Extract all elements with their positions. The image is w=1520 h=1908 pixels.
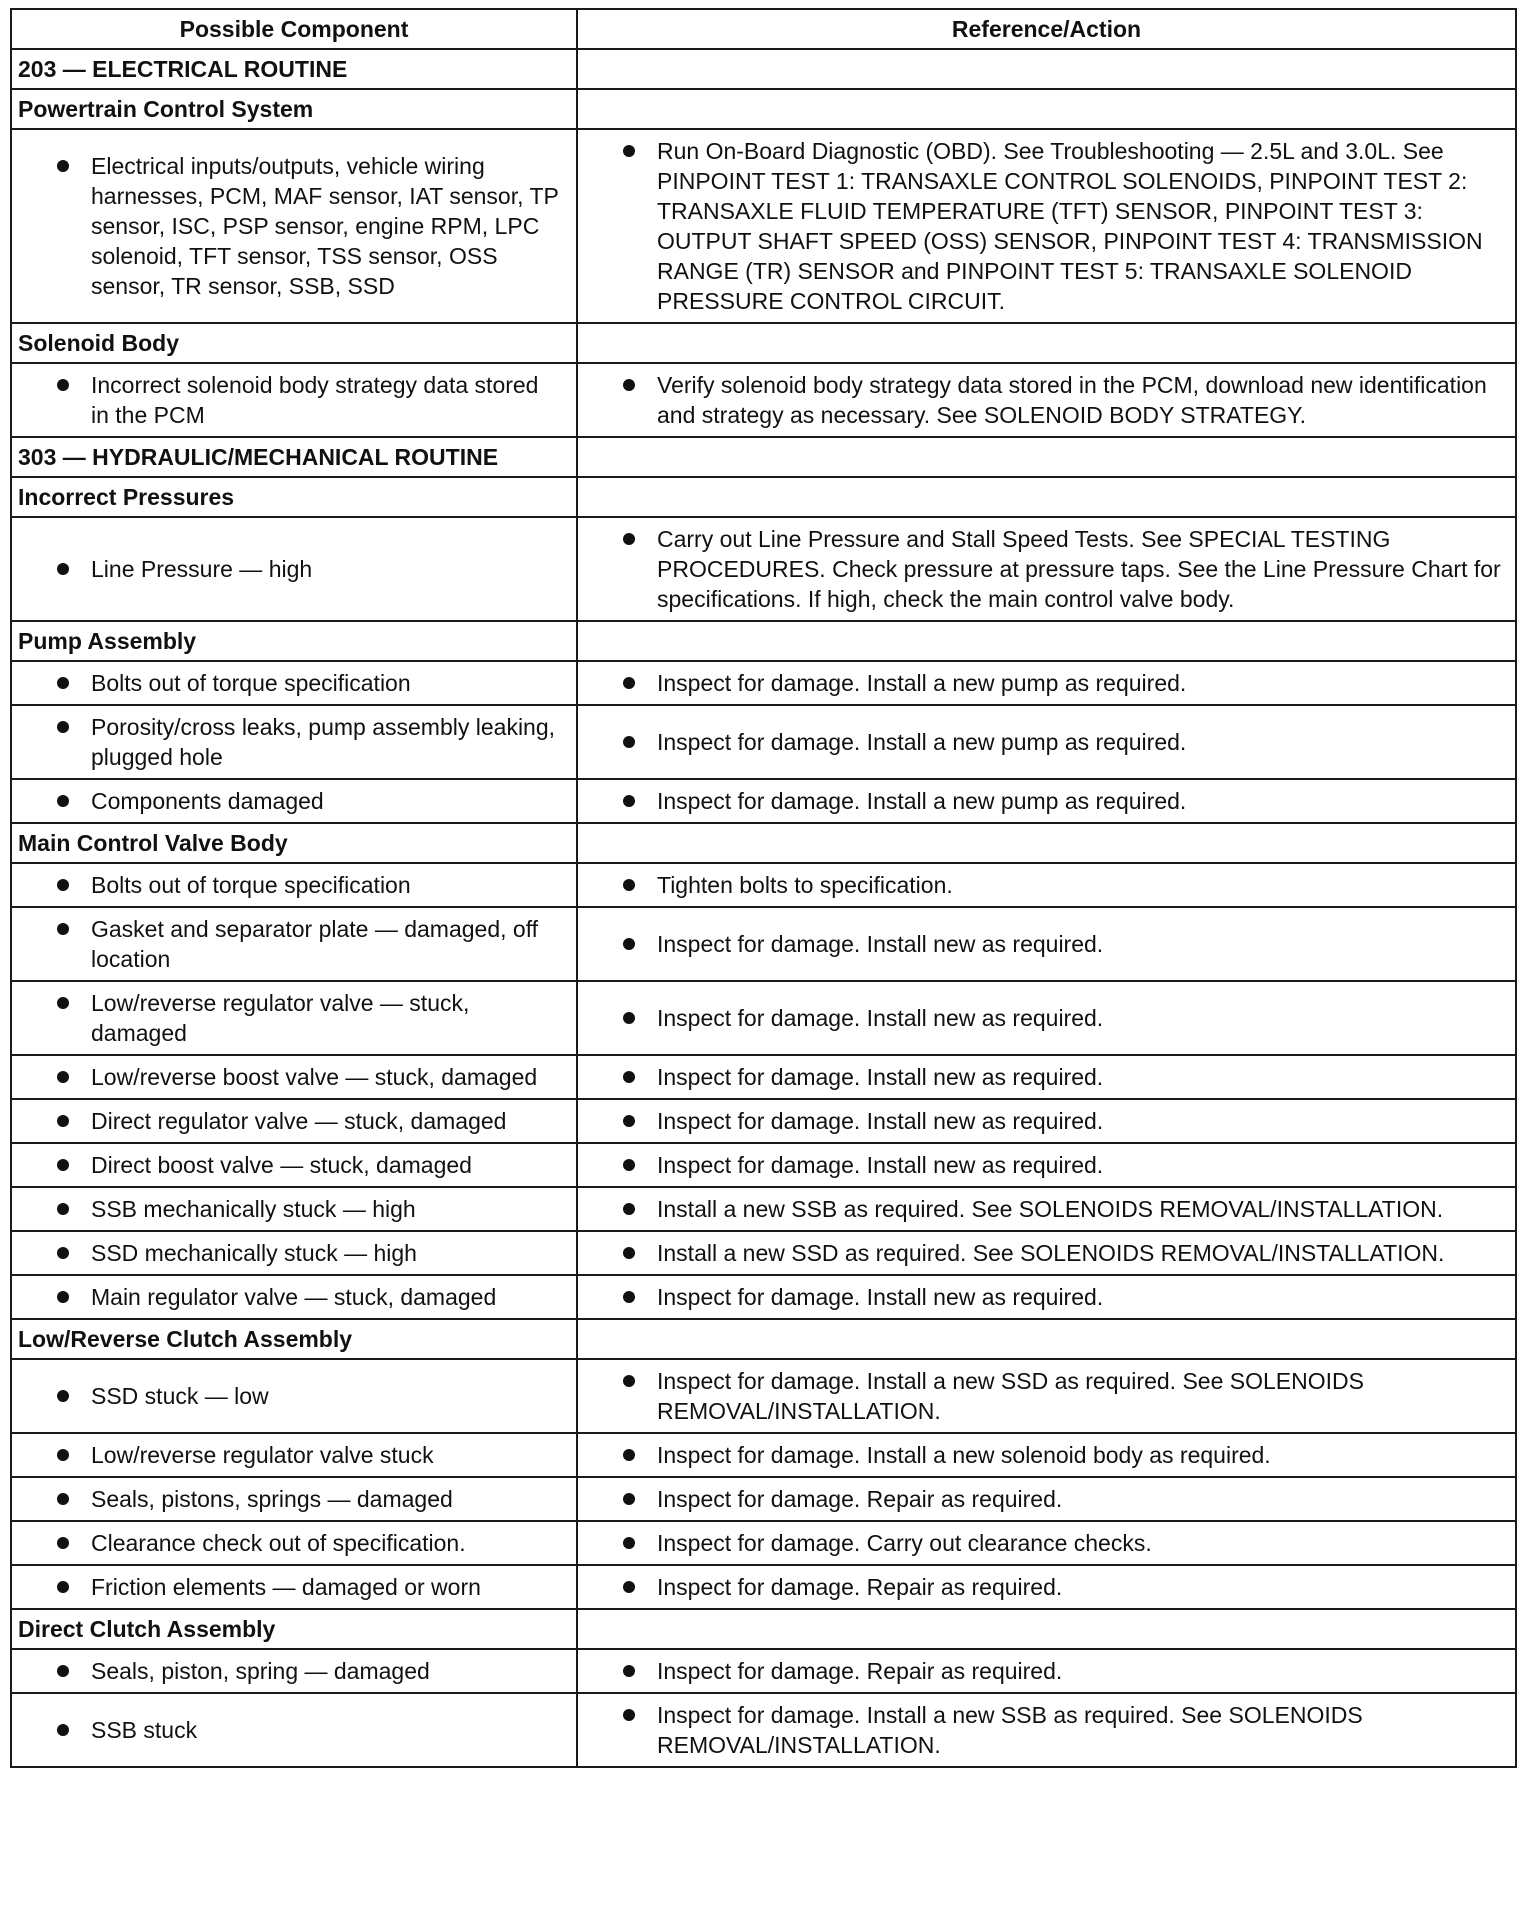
bullet-item <box>584 1106 1501 1136</box>
action-cell <box>577 129 1516 323</box>
component-text: Incorrect solenoid body strategy data stored in the PCM <box>91 372 539 428</box>
action-cell <box>577 1433 1516 1477</box>
table-row <box>11 1359 1516 1433</box>
group-row <box>11 1319 1516 1359</box>
bullet-icon <box>623 533 635 545</box>
bullet-item <box>584 370 1501 430</box>
group-title: Direct Clutch Assembly <box>11 1609 577 1649</box>
empty-cell <box>577 1609 1516 1649</box>
diagnosis-sheet <box>10 8 1515 1768</box>
action-cell <box>577 1565 1516 1609</box>
action-text: Inspect for damage. Install new as required. <box>657 1284 1104 1310</box>
bullet-icon <box>623 1449 635 1461</box>
group-title: Low/Reverse Clutch Assembly <box>11 1319 577 1359</box>
action-cell <box>577 1231 1516 1275</box>
bullet-item <box>584 786 1501 816</box>
group-row <box>11 477 1516 517</box>
bullet-icon <box>57 677 69 689</box>
action-text: Install a new SSB as required. See SOLENOIDS REMOVAL/INSTALLATION. <box>657 1196 1444 1222</box>
bullet-item <box>18 988 562 1048</box>
section-title: 203 — ELECTRICAL ROUTINE <box>11 49 577 89</box>
bullet-item <box>18 1656 562 1686</box>
group-title: Pump Assembly <box>11 621 577 661</box>
component-cell <box>11 1693 577 1767</box>
table-row <box>11 1055 1516 1099</box>
component-cell <box>11 1649 577 1693</box>
section-title: 303 — HYDRAULIC/MECHANICAL ROUTINE <box>11 437 577 477</box>
bullet-item <box>584 1484 1501 1514</box>
bullet-icon <box>57 1247 69 1259</box>
bullet-item <box>584 1238 1501 1268</box>
bullet-icon <box>57 795 69 807</box>
group-title: Incorrect Pressures <box>11 477 577 517</box>
table-row <box>11 863 1516 907</box>
bullet-icon <box>57 1115 69 1127</box>
component-cell <box>11 1359 577 1433</box>
bullet-icon <box>57 160 69 172</box>
action-cell <box>577 779 1516 823</box>
table-row <box>11 1143 1516 1187</box>
action-cell <box>577 1275 1516 1319</box>
bullet-icon <box>57 1581 69 1593</box>
bullet-icon <box>57 1390 69 1402</box>
component-cell <box>11 981 577 1055</box>
bullet-item <box>584 1440 1501 1470</box>
action-text: Tighten bolts to specification. <box>657 872 953 898</box>
action-text: Run On-Board Diagnostic (OBD). See Troubleshooting — 2.5L and 3.0L. See PINPOINT TEST 1: TRANSAXLE CONTROL SOLENOIDS, PINPOINT TEST 2: TRANSAXLE FLUID TEMPERATURE (TFT) SENSOR, PINPOINT TEST 3: OUTPUT SHAFT SPEED (OSS) SENSOR, PINPOINT TEST 4: TRANSMISSION RANGE (TR) SENSOR and PINPOINT TEST 5: TRANSAXLE SOLENOID PRESSURE CONTROL CIRCUIT. <box>657 138 1483 314</box>
action-cell <box>577 863 1516 907</box>
bullet-item <box>584 1656 1501 1686</box>
bullet-item <box>584 870 1501 900</box>
action-cell <box>577 1099 1516 1143</box>
component-text: SSB stuck <box>91 1717 198 1743</box>
bullet-icon <box>57 379 69 391</box>
action-text: Inspect for damage. Install new as required. <box>657 1064 1104 1090</box>
bullet-item <box>18 1381 562 1411</box>
action-cell <box>577 907 1516 981</box>
bullet-item <box>18 1484 562 1514</box>
action-text: Install a new SSD as required. See SOLENOIDS REMOVAL/INSTALLATION. <box>657 1240 1445 1266</box>
bullet-icon <box>623 1537 635 1549</box>
bullet-icon <box>57 1203 69 1215</box>
action-text: Inspect for damage. Repair as required. <box>657 1574 1063 1600</box>
bullet-item <box>18 1715 562 1745</box>
bullet-icon <box>57 1159 69 1171</box>
action-cell <box>577 1521 1516 1565</box>
component-cell <box>11 1055 577 1099</box>
component-cell <box>11 1275 577 1319</box>
bullet-item <box>18 914 562 974</box>
component-text: Main regulator valve — stuck, damaged <box>91 1284 497 1310</box>
bullet-item <box>18 786 562 816</box>
section-row <box>11 437 1516 477</box>
component-cell <box>11 1231 577 1275</box>
component-cell <box>11 1521 577 1565</box>
table-row <box>11 1231 1516 1275</box>
bullet-item <box>18 1440 562 1470</box>
bullet-item <box>584 668 1501 698</box>
bullet-item <box>584 1194 1501 1224</box>
bullet-icon <box>57 923 69 935</box>
component-text: SSD mechanically stuck — high <box>91 1240 417 1266</box>
action-text: Inspect for damage. Install new as required. <box>657 1005 1104 1031</box>
action-cell <box>577 1649 1516 1693</box>
action-cell <box>577 517 1516 621</box>
component-text: Line Pressure — high <box>91 556 313 582</box>
component-text: Direct regulator valve — stuck, damaged <box>91 1108 507 1134</box>
bullet-icon <box>623 1115 635 1127</box>
bullet-icon <box>623 1159 635 1171</box>
action-cell <box>577 705 1516 779</box>
table-body <box>11 49 1516 1767</box>
table-row <box>11 907 1516 981</box>
bullet-item <box>18 1150 562 1180</box>
empty-cell <box>577 621 1516 661</box>
table-row <box>11 1477 1516 1521</box>
action-text: Inspect for damage. Install a new pump as required. <box>657 670 1187 696</box>
component-text: SSD stuck — low <box>91 1383 269 1409</box>
bullet-icon <box>623 1709 635 1721</box>
bullet-item <box>584 727 1501 757</box>
action-cell <box>577 363 1516 437</box>
bullet-item <box>18 712 562 772</box>
bullet-icon <box>57 997 69 1009</box>
action-cell <box>577 1187 1516 1231</box>
action-text: Inspect for damage. Install a new SSD as required. See SOLENOIDS REMOVAL/INSTALLATION. <box>657 1368 1364 1424</box>
component-text: Electrical inputs/outputs, vehicle wiring harnesses, PCM, MAF sensor, IAT sensor, TP sensor, ISC, PSP sensor, engine RPM, LPC solenoid, TFT sensor, TSS sensor, OSS sensor, TR sensor, SSB, SSD <box>91 153 559 299</box>
component-cell <box>11 1477 577 1521</box>
component-text: SSB mechanically stuck — high <box>91 1196 416 1222</box>
bullet-icon <box>623 145 635 157</box>
table-row <box>11 517 1516 621</box>
bullet-item <box>18 1282 562 1312</box>
action-text: Inspect for damage. Install new as required. <box>657 1108 1104 1134</box>
action-cell <box>577 1359 1516 1433</box>
bullet-item <box>584 524 1501 614</box>
group-title: Solenoid Body <box>11 323 577 363</box>
diagnosis-table <box>10 8 1517 1768</box>
bullet-icon <box>623 1071 635 1083</box>
bullet-icon <box>57 1071 69 1083</box>
component-cell <box>11 705 577 779</box>
component-text: Direct boost valve — stuck, damaged <box>91 1152 472 1178</box>
action-text: Inspect for damage. Install a new pump as required. <box>657 788 1187 814</box>
action-text: Inspect for damage. Install new as required. <box>657 1152 1104 1178</box>
action-text: Inspect for damage. Install a new solenoid body as required. <box>657 1442 1271 1468</box>
table-row <box>11 1649 1516 1693</box>
table-row <box>11 1565 1516 1609</box>
component-cell <box>11 1433 577 1477</box>
header-possible-component: Possible Component <box>11 9 577 49</box>
component-text: Seals, piston, spring — damaged <box>91 1658 430 1684</box>
group-row <box>11 323 1516 363</box>
group-row <box>11 1609 1516 1649</box>
component-text: Friction elements — damaged or worn <box>91 1574 481 1600</box>
action-text: Inspect for damage. Carry out clearance checks. <box>657 1530 1152 1556</box>
header-reference-action: Reference/Action <box>577 9 1516 49</box>
component-text: Low/reverse regulator valve — stuck, damaged <box>91 990 470 1046</box>
component-cell <box>11 907 577 981</box>
bullet-icon <box>57 1665 69 1677</box>
bullet-item <box>584 136 1501 316</box>
bullet-icon <box>623 1375 635 1387</box>
action-cell <box>577 661 1516 705</box>
empty-cell <box>577 49 1516 89</box>
bullet-item <box>18 554 562 584</box>
bullet-item <box>584 1366 1501 1426</box>
component-cell <box>11 779 577 823</box>
bullet-item <box>18 370 562 430</box>
table-row <box>11 1099 1516 1143</box>
action-cell <box>577 981 1516 1055</box>
bullet-item <box>18 1238 562 1268</box>
table-row <box>11 981 1516 1055</box>
component-text: Bolts out of torque specification <box>91 670 411 696</box>
bullet-icon <box>623 1203 635 1215</box>
action-cell <box>577 1055 1516 1099</box>
bullet-item <box>584 1062 1501 1092</box>
bullet-item <box>584 1700 1501 1760</box>
bullet-item <box>18 1572 562 1602</box>
component-cell <box>11 129 577 323</box>
bullet-icon <box>623 736 635 748</box>
table-row <box>11 1521 1516 1565</box>
bullet-item <box>18 870 562 900</box>
bullet-icon <box>623 1493 635 1505</box>
bullet-icon <box>57 1449 69 1461</box>
bullet-item <box>18 1062 562 1092</box>
action-cell <box>577 1477 1516 1521</box>
bullet-item <box>18 1528 562 1558</box>
bullet-item <box>584 1003 1501 1033</box>
component-text: Gasket and separator plate — damaged, off location <box>91 916 539 972</box>
bullet-item <box>584 1282 1501 1312</box>
bullet-item <box>18 668 562 698</box>
bullet-icon <box>623 879 635 891</box>
bullet-icon <box>623 938 635 950</box>
component-text: Low/reverse regulator valve stuck <box>91 1442 434 1468</box>
bullet-icon <box>57 563 69 575</box>
group-row <box>11 89 1516 129</box>
section-row <box>11 49 1516 89</box>
component-cell <box>11 1187 577 1231</box>
bullet-icon <box>623 677 635 689</box>
component-text: Seals, pistons, springs — damaged <box>91 1486 453 1512</box>
component-text: Low/reverse boost valve — stuck, damaged <box>91 1064 538 1090</box>
bullet-icon <box>57 879 69 891</box>
action-text: Verify solenoid body strategy data stored in the PCM, download new identification and strategy as necessary. See SOLENOID BODY STRATEGY. <box>657 372 1487 428</box>
component-cell <box>11 517 577 621</box>
component-cell <box>11 1099 577 1143</box>
bullet-icon <box>57 721 69 733</box>
action-text: Inspect for damage. Repair as required. <box>657 1658 1063 1684</box>
bullet-icon <box>57 1291 69 1303</box>
bullet-icon <box>623 795 635 807</box>
action-text: Carry out Line Pressure and Stall Speed Tests. See SPECIAL TESTING PROCEDURES. Check pressure at pressure taps. See the Line Pressure Chart for specifications. If high, check the main control valve body. <box>657 526 1501 612</box>
table-row <box>11 363 1516 437</box>
empty-cell <box>577 89 1516 129</box>
empty-cell <box>577 823 1516 863</box>
table-row <box>11 1693 1516 1767</box>
table-row <box>11 129 1516 323</box>
table-row <box>11 779 1516 823</box>
action-text: Inspect for damage. Repair as required. <box>657 1486 1063 1512</box>
bullet-item <box>18 151 562 301</box>
empty-cell <box>577 477 1516 517</box>
table-row <box>11 1187 1516 1231</box>
bullet-icon <box>623 1291 635 1303</box>
table-row <box>11 705 1516 779</box>
bullet-item <box>584 929 1501 959</box>
component-text: Clearance check out of specification. <box>91 1530 466 1556</box>
action-cell <box>577 1693 1516 1767</box>
action-text: Inspect for damage. Install new as required. <box>657 931 1104 957</box>
group-title: Main Control Valve Body <box>11 823 577 863</box>
bullet-item <box>18 1106 562 1136</box>
bullet-icon <box>57 1724 69 1736</box>
component-cell <box>11 363 577 437</box>
bullet-icon <box>623 1247 635 1259</box>
action-cell <box>577 1143 1516 1187</box>
component-cell <box>11 1565 577 1609</box>
action-text: Inspect for damage. Install a new SSB as required. See SOLENOIDS REMOVAL/INSTALLATION. <box>657 1702 1363 1758</box>
table-row <box>11 1433 1516 1477</box>
header-row <box>11 9 1516 49</box>
table-row <box>11 661 1516 705</box>
component-text: Porosity/cross leaks, pump assembly leaking, plugged hole <box>91 714 556 770</box>
bullet-item <box>584 1528 1501 1558</box>
group-row <box>11 621 1516 661</box>
bullet-icon <box>623 1665 635 1677</box>
bullet-icon <box>57 1493 69 1505</box>
empty-cell <box>577 437 1516 477</box>
empty-cell <box>577 1319 1516 1359</box>
action-text: Inspect for damage. Install a new pump as required. <box>657 729 1187 755</box>
bullet-icon <box>623 1012 635 1024</box>
group-title: Powertrain Control System <box>11 89 577 129</box>
component-cell <box>11 661 577 705</box>
bullet-icon <box>623 379 635 391</box>
bullet-item <box>584 1572 1501 1602</box>
component-text: Bolts out of torque specification <box>91 872 411 898</box>
component-cell <box>11 1143 577 1187</box>
bullet-icon <box>623 1581 635 1593</box>
bullet-item <box>584 1150 1501 1180</box>
bullet-icon <box>57 1537 69 1549</box>
component-text: Components damaged <box>91 788 324 814</box>
bullet-item <box>18 1194 562 1224</box>
group-row <box>11 823 1516 863</box>
empty-cell <box>577 323 1516 363</box>
component-cell <box>11 863 577 907</box>
table-row <box>11 1275 1516 1319</box>
